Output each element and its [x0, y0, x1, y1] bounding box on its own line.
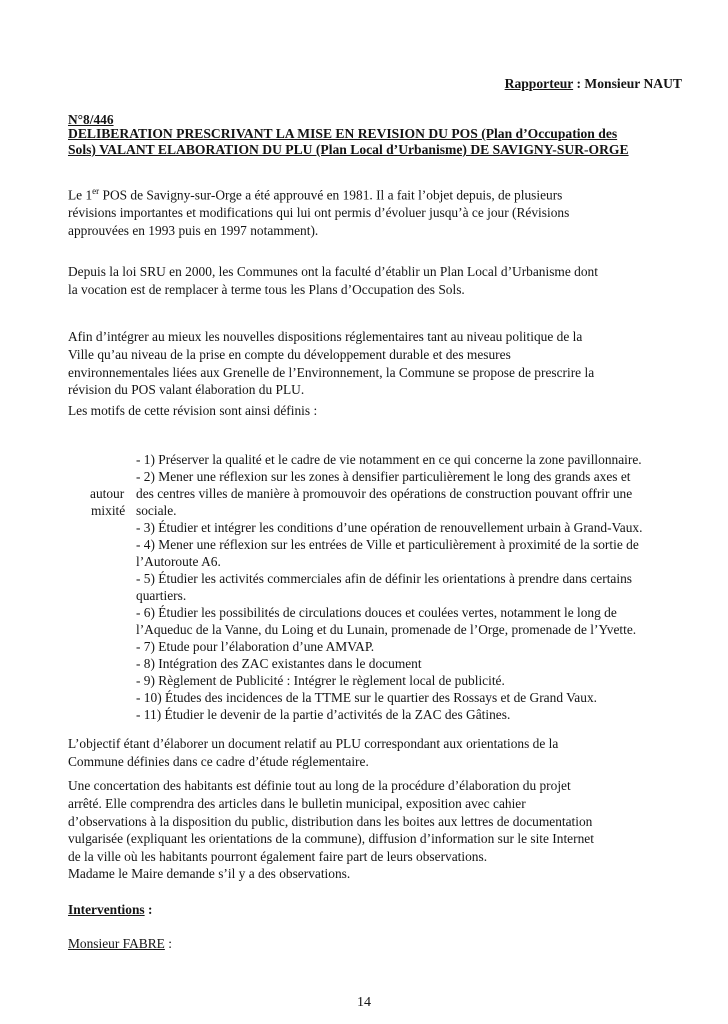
rapporteur-line	[505, 76, 682, 92]
paragraph-line: révision du POS valant élaboration du PLU.	[68, 382, 305, 398]
list-item: - 11) Étudier le devenir de la partie d’activités de la ZAC des Gâtines.	[136, 707, 511, 722]
paragraph-line: de la ville où les habitants pourront également faire part de leurs observations.	[68, 849, 488, 865]
paragraph-line: Depuis la loi SRU en 2000, les Communes ont la faculté d’établir un Plan Local d’Urbanisme dont	[68, 264, 598, 279]
deliberation-number: N°8/446	[68, 112, 114, 127]
interventions-heading: Interventions :	[68, 902, 153, 917]
paragraph-line: vulgarisée (expliquant les orientations de la commune), diffusion d’information sur le site Internet	[68, 831, 594, 847]
list-item: l’Autoroute A6.	[136, 554, 221, 569]
paragraph-line: Afin d’intégrer au mieux les nouvelles dispositions réglementaires tant au niveau politique de la	[68, 329, 583, 344]
paragraph-line: d’observations à la disposition du public, distribution dans les boites aux lettres de documentation	[68, 813, 593, 829]
paragraph-line: L’objectif étant d’élaborer un document relatif au PLU correspondant aux orientations de la	[68, 736, 559, 751]
list-item: - 3) Étudier et intégrer les conditions d’une opération de renouvellement urbain à Grand-Vaux.	[136, 520, 643, 535]
paragraph-document-objective	[68, 735, 558, 771]
list-item: - 9) Règlement de Publicité : Intégrer le règlement local de publicité.	[136, 673, 505, 688]
list-item: l’Aqueduc de la Vanne, du Loing et du Lunain, promenade de l’Orge, promenade de l’Yvette.	[136, 622, 637, 637]
paragraph-line: Commune définies dans ce cadre d’étude réglementaire.	[68, 753, 369, 769]
title-line-1: DELIBERATION PRESCRIVANT LA MISE EN REVISION DU POS (Plan d’Occupation des	[68, 126, 618, 141]
list-item: - 8) Intégration des ZAC existantes dans le document	[136, 656, 422, 671]
title-line-2: Sols) VALANT ELABORATION DU PLU (Plan Local d’Urbanisme) DE SAVIGNY-SUR-ORGE	[68, 142, 629, 157]
paragraph-line: la vocation est de remplacer à terme tous les Plans d’Occupation des Sols.	[68, 281, 465, 297]
motifs-intro: Les motifs de cette révision sont ainsi définis :	[68, 403, 318, 418]
list-item: quartiers.	[136, 588, 187, 603]
paragraph-line: Le 1er POS de Savigny-sur-Orge a été approuvé en 1981. Il a fait l’objet depuis, de plusieurs	[68, 186, 563, 203]
paragraph-concertation	[68, 777, 594, 866]
paragraph-line: Ville qu’au niveau de la prise en compte du développement durable et des mesures	[68, 346, 511, 362]
motifs-side-word: mixité	[91, 503, 126, 518]
list-item: - 10) Études des incidences de la TTME sur le quartier des Rossays et de Grand Vaux.	[136, 690, 597, 705]
list-item: - 6) Étudier les possibilités de circulations douces et coulées vertes, notamment le long de	[136, 605, 617, 620]
list-item: - 1) Préserver la qualité et le cadre de vie notamment en ce qui concerne la zone pavillonnaire.	[136, 452, 642, 467]
list-item: - 2) Mener une réflexion sur les zones à densifier particulièrement le long des grands axes et	[136, 469, 631, 484]
paragraph-line: approuvées en 1993 puis en 1997 notamment).	[68, 223, 319, 239]
list-item: - 4) Mener une réflexion sur les entrées de Ville et particulièrement à proximité de la sortie de	[136, 537, 639, 552]
paragraph-line: révisions importantes et modifications qui lui ont permis d’évoluer jusqu’à ce jour (Révisions	[68, 205, 570, 221]
list-item: - 5) Étudier les activités commerciales afin de définir les orientations à prendre dans certains	[136, 571, 633, 586]
deliberation-title	[68, 126, 629, 158]
motifs-side-word: autour	[90, 486, 125, 501]
list-item: sociale.	[136, 503, 177, 518]
motifs-list	[136, 451, 642, 723]
speaker-name: Monsieur FABRE	[68, 936, 165, 951]
paragraph-pos-history	[68, 183, 569, 240]
paragraph-observations: Madame le Maire demande s’il y a des observations.	[68, 866, 351, 881]
paragraph-objectives	[68, 328, 594, 399]
speaker-line: Monsieur FABRE :	[68, 936, 172, 951]
list-item: des centres villes de manière à promouvoir des opérations de construction pouvant offrir une	[136, 486, 633, 501]
paragraph-line: Une concertation des habitants est définie tout au long de la procédure d’élaboration du projet	[68, 778, 571, 793]
list-item: - 7) Etude pour l’élaboration d’une AMVAP.	[136, 639, 375, 654]
rapporteur-name: : Monsieur NAUT	[573, 76, 682, 91]
rapporteur-label: Rapporteur	[504, 76, 574, 91]
paragraph-line: arrêté. Elle comprendra des articles dans le bulletin municipal, exposition avec cahier	[68, 795, 526, 811]
paragraph-loi-sru	[68, 263, 598, 299]
paragraph-line: environnementales liées aux Grenelle de l’Environnement, la Commune se propose de prescrire la	[68, 364, 595, 380]
page-number: 14	[357, 995, 371, 1010]
